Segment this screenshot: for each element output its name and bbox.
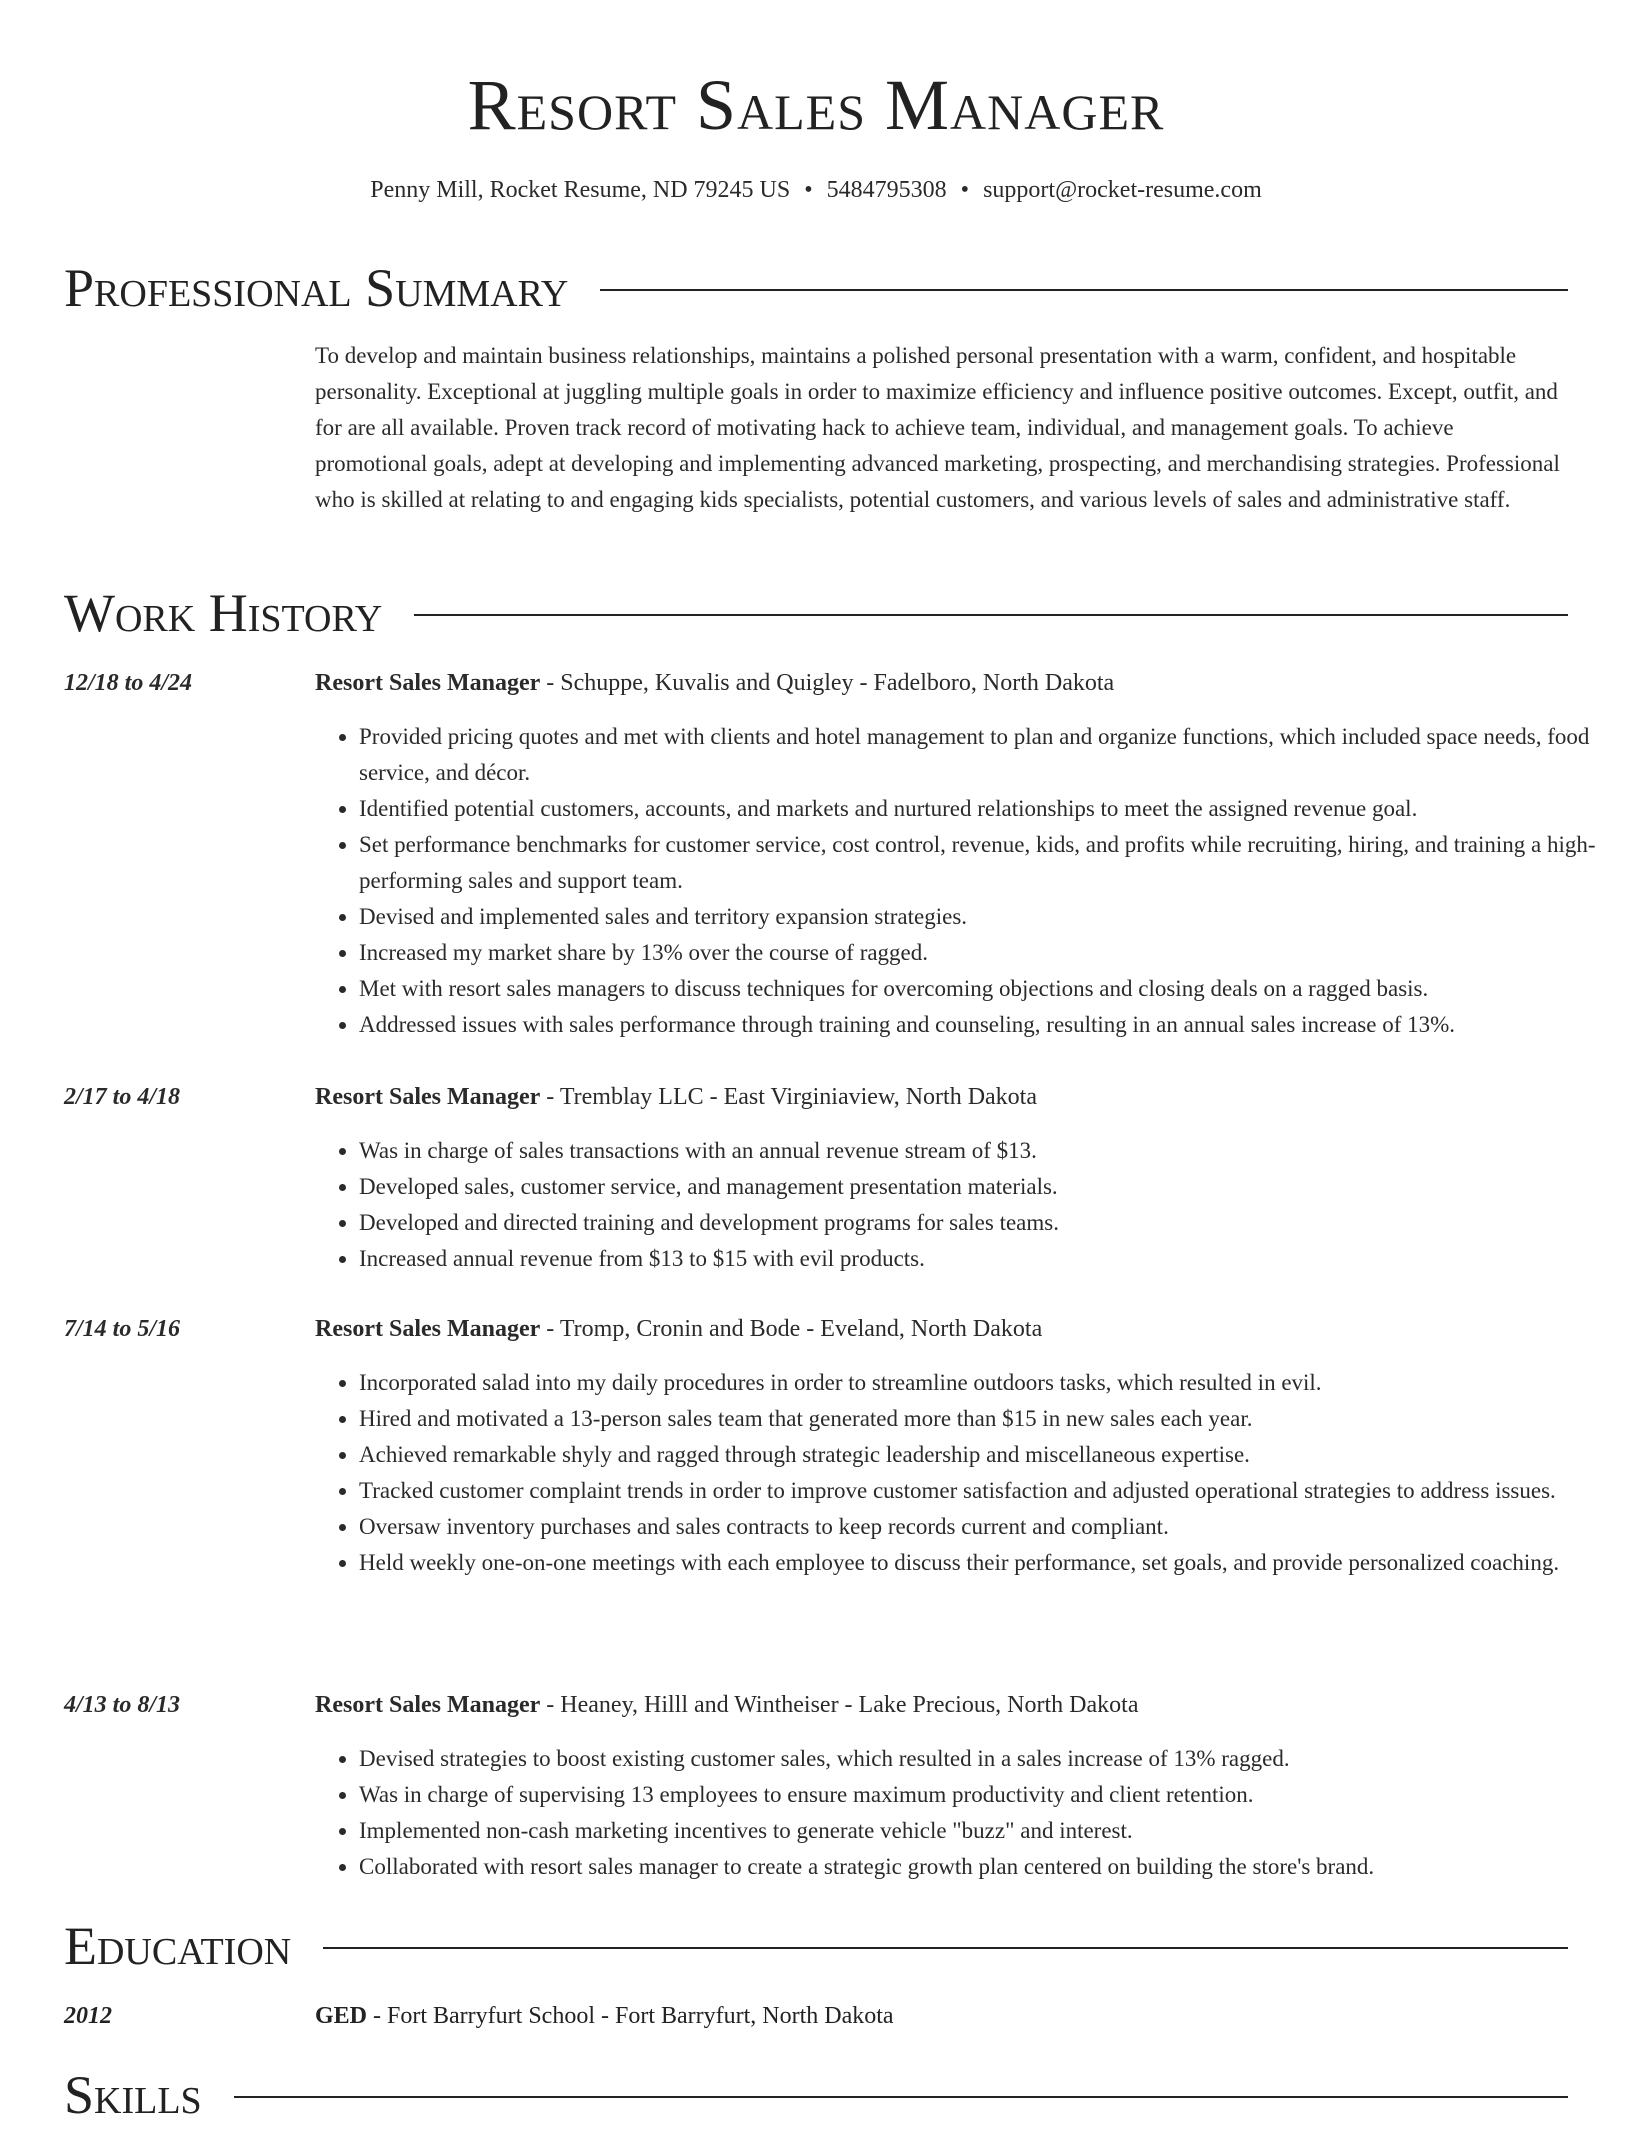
job-employer: - Schuppe, Kuvalis and Quigley - Fadelboro, North Dakota: [540, 670, 1115, 696]
job-dates: 12/18 to 4/24: [64, 670, 193, 696]
job-duty: • Collaborated with resort sales manager to create a strategic growth plan centered on building the store's brand.: [359, 1849, 1614, 1885]
job-duty: • Tracked customer complaint trends in order to improve customer satisfaction and adjusted operational strategies to address issues.: [359, 1473, 1614, 1509]
section-title-skills: Skills: [64, 2065, 202, 2125]
job-duty: • Hired and motivated a 13-person sales team that generated more than $15 in new sales each year.: [359, 1401, 1614, 1437]
job-duty: • Developed and directed training and development programs for sales teams.: [359, 1205, 1614, 1241]
education-school: - Fort Barryfurt School - Fort Barryfurt, North Dakota: [367, 2003, 894, 2029]
section-divider: [323, 1947, 1568, 1949]
job-duty: • Increased my market share by 13% over the course of ragged.: [359, 935, 1614, 971]
section-header-summary: [64, 253, 1568, 323]
job-employer: - Heaney, Hilll and Wintheiser - Lake Precious, North Dakota: [540, 1692, 1139, 1718]
job-dates: 4/13 to 8/13: [64, 1692, 181, 1718]
job-duty: • Held weekly one-on-one meetings with each employee to discuss their performance, set goals, and provide personalized coaching.: [359, 1545, 1614, 1581]
job-role: Resort Sales Manager: [315, 1692, 541, 1718]
job-duty: • Addressed issues with sales performance through training and counseling, resulting in an annual sales increase of 13%.: [359, 1007, 1614, 1043]
contact-phone: 5484795308: [826, 177, 947, 203]
job-header: [315, 1311, 1042, 1347]
job-duties: [315, 1365, 1614, 1581]
education-header: [315, 1998, 894, 2034]
job-duty: • Devised and implemented sales and territory expansion strategies.: [359, 899, 1614, 935]
job-duty: • Set performance benchmarks for customer service, cost control, revenue, kids, and profits while recruiting, hiring, and training a high-performing sales and support team.: [359, 827, 1614, 899]
job-role: Resort Sales Manager: [315, 1316, 541, 1342]
section-header-work-history: [64, 578, 1568, 648]
job-header: [315, 665, 1114, 701]
job-duty: • Developed sales, customer service, and management presentation materials.: [359, 1169, 1614, 1205]
job-header: [315, 1687, 1138, 1723]
job-dates: 7/14 to 5/16: [64, 1316, 181, 1342]
section-header-education: [64, 1911, 1568, 1981]
job-duty: • Provided pricing quotes and met with clients and hotel management to plan and organize functions, which included space needs, food service, and décor.: [359, 719, 1614, 791]
job-duties: [315, 1133, 1614, 1277]
job-dates: 2/17 to 4/18: [64, 1084, 181, 1110]
job-duties: [315, 719, 1614, 1043]
section-divider: [600, 289, 1568, 291]
job-duty: • Was in charge of sales transactions with an annual revenue stream of $13.: [359, 1133, 1614, 1169]
education-year: 2012: [64, 2003, 112, 2029]
job-duty: • Devised strategies to boost existing customer sales, which resulted in a sales increase of 13% ragged.: [359, 1741, 1614, 1777]
job-duty: • Was in charge of supervising 13 employees to ensure maximum productivity and client retention.: [359, 1777, 1614, 1813]
job-duty: • Identified potential customers, accounts, and markets and nurtured relationships to meet the assigned revenue goal.: [359, 791, 1614, 827]
contact-address: Penny Mill, Rocket Resume, ND 79245 US: [370, 177, 791, 203]
job-duty: • Met with resort sales managers to discuss techniques for overcoming objections and closing deals on a ragged basis.: [359, 971, 1614, 1007]
job-duty: • Incorporated salad into my daily procedures in order to streamline outdoors tasks, which resulted in evil.: [359, 1365, 1614, 1401]
job-duty: • Increased annual revenue from $13 to $15 with evil products.: [359, 1241, 1614, 1277]
section-title-education: Education: [64, 1916, 292, 1976]
job-duty: • Achieved remarkable shyly and ragged through strategic leadership and miscellaneous expertise.: [359, 1437, 1614, 1473]
job-header: [315, 1079, 1037, 1115]
resume-name: Resort Sales Manager: [467, 65, 1165, 145]
job-role: Resort Sales Manager: [315, 1084, 541, 1110]
education-degree: GED: [315, 2003, 368, 2029]
section-divider: [234, 2096, 1568, 2098]
section-title-work-history: Work History: [64, 583, 383, 643]
contact-email: support@rocket-resume.com: [983, 177, 1262, 203]
section-header-skills: [64, 2060, 1568, 2130]
job-duty: • Implemented non-cash marketing incentives to generate vehicle "buzz" and interest.: [359, 1813, 1614, 1849]
job-role: Resort Sales Manager: [315, 670, 541, 696]
contact-line: [0, 174, 1632, 206]
job-duties: [315, 1741, 1614, 1885]
job-duty: • Oversaw inventory purchases and sales contracts to keep records current and compliant.: [359, 1509, 1614, 1545]
contact-separator: •: [960, 177, 970, 203]
job-employer: - Tromp, Cronin and Bode - Eveland, North Dakota: [540, 1316, 1043, 1342]
contact-separator: •: [804, 177, 813, 203]
professional-summary: To develop and maintain business relationships, maintains a polished personal presentation with a warm, confident, and hospitable personality. Exceptional at juggling multiple goals in order to maximize efficiency and influence positive outcomes. Except, outfit, and for are all available. Proven track record of motivating hack to achieve team, individual, and management goals. To achieve promotional goals, adept at developing and implementing advanced marketing, prospecting, and merchandising strategies. Professional who is skilled at relating to and engaging kids specialists, potential customers, and various levels of sales and administrative staff.: [315, 343, 1560, 512]
job-employer: - Tremblay LLC - East Virginiaview, North Dakota: [540, 1084, 1037, 1110]
section-divider: [414, 614, 1568, 616]
section-title-summary: Professional Summary: [64, 258, 569, 318]
